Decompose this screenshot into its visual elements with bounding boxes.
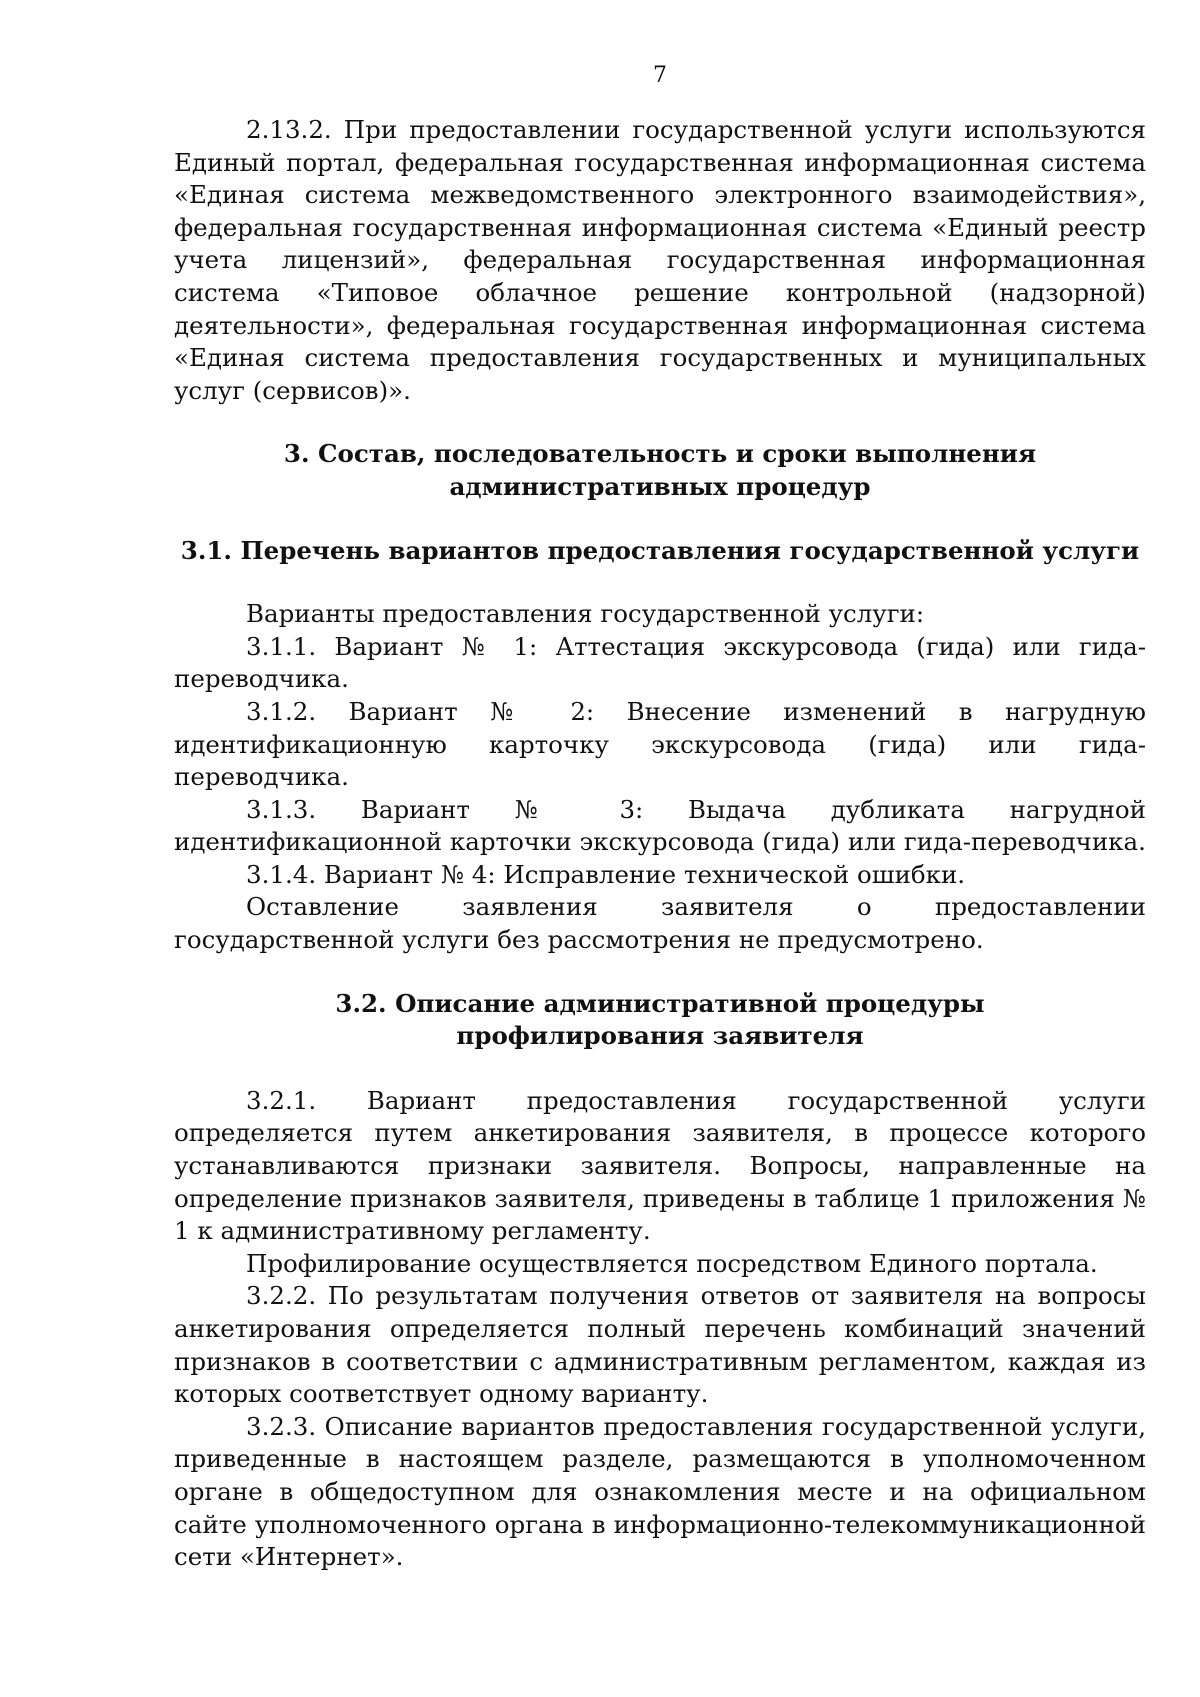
section-3-2-heading: [174, 988, 1146, 1053]
paragraph-no-dismissal: Оставление заявления заявителя о предоставлении государственной услуги без рассмотрения не предусмотрено.: [174, 892, 1146, 955]
section-3-2-heading-line2: профилирования заявителя: [456, 1021, 864, 1051]
section-3-1-heading: 3.1. Перечень вариантов предоставления государственной услуги: [180, 535, 1140, 565]
page-number: 7: [653, 63, 667, 88]
document-page: [174, 60, 1146, 1574]
paragraph-3-2-3: 3.2.3. Описание вариантов предоставления государственной услуги, приведенные в настоящем разделе, размещаются в уполномоченном органе в общедоступном для ознакомления месте и на официальном сайте уполномоченного органа в информационно-телекоммуникационной сети «Интернет».: [174, 1411, 1146, 1572]
section-3-2-heading-line1: 3.2. Описание административной процедуры: [335, 988, 985, 1018]
paragraph-profiling: Профилирование осуществляется посредством Единого портала.: [246, 1248, 1098, 1278]
paragraph-variants-intro: Варианты предоставления государственной услуги:: [246, 599, 925, 629]
paragraph-3-1-4: 3.1.4. Вариант № 4: Исправление технической ошибки.: [246, 859, 966, 889]
section-3-heading-line2: административных процедур: [449, 471, 871, 501]
paragraph-3-1-3: 3.1.3. Вариант № 3: Выдача дубликата нагрудной идентификационной карточки экскурсовода (гида) или гида-переводчика.: [174, 794, 1146, 857]
paragraph-3-1-1: 3.1.1. Вариант № 1: Аттестация экскурсовода (гида) или гида- переводчика.: [174, 631, 1146, 694]
paragraph-3-1-2: 3.1.2. Вариант № 2: Внесение изменений в нагрудную идентификационную карточку экскурсовода (гида) или гида-переводчика.: [174, 696, 1146, 792]
paragraph-2-13-2: 2.13.2. При предоставлении государственной услуги используются Единый портал, федеральная государственная информационная система «Единая система межведомственного электронного взаимодействия», федеральная государственная информационная система «Единый реестр учета лицензий», федеральная государственная информационная система «Типовое облачное решение контрольной (надзорной) деятельности», федеральная государственная информационная система «Единая система предоставления государственных и муниципальных услуг (сервисов)».: [174, 115, 1146, 405]
section-3-heading-line1: 3. Состав, последовательность и сроки выполнения: [283, 439, 1037, 469]
section-3-heading: [174, 438, 1146, 503]
paragraph-3-2-2: 3.2.2. По результатам получения ответов от заявителя на вопросы анкетирования определяется полный перечень комбинаций значений признаков в соответствии с административным регламентом, каждая из которых соответствует одному варианту.: [174, 1281, 1146, 1409]
paragraph-3-2-1: 3.2.1. Вариант предоставления государственной услуги определяется путем анкетирования заявителя, в процессе которого устанавливаются признаки заявителя. Вопросы, направленные на определение признаков заявителя, приведены в таблице 1 приложения № 1 к административному регламенту.: [174, 1085, 1146, 1246]
